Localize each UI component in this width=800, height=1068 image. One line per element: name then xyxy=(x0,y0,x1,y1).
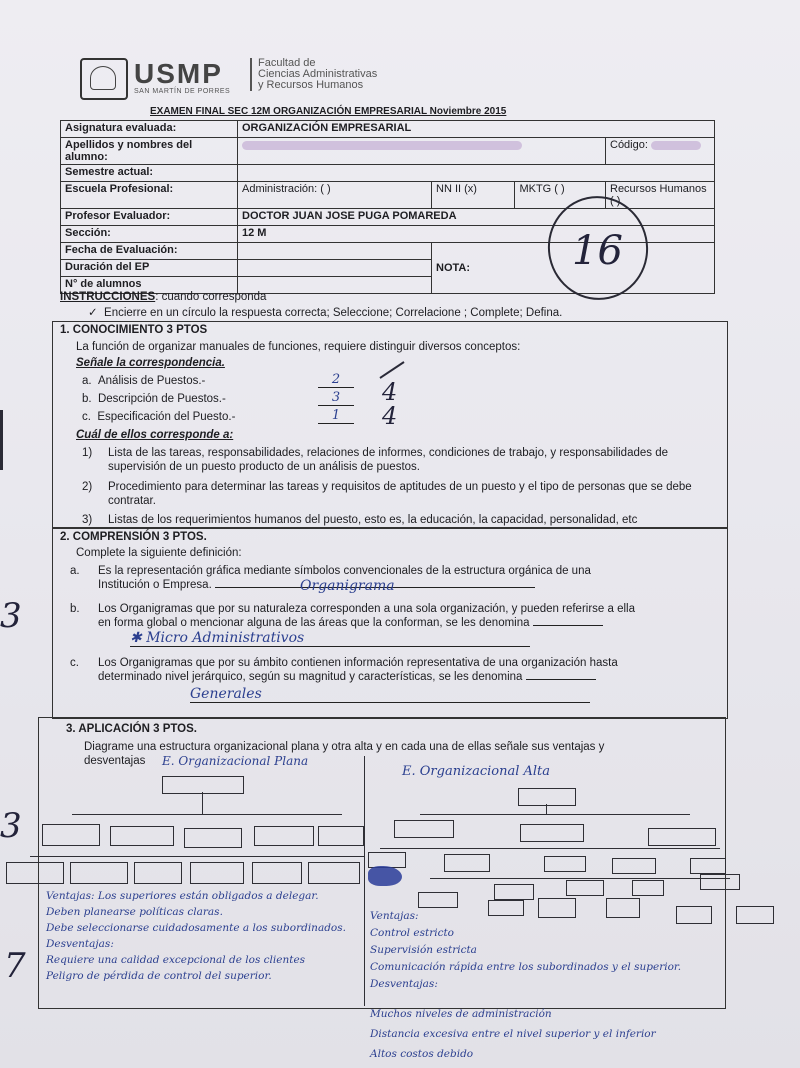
match-item-b: b. Descripción de Puestos.- xyxy=(82,393,226,405)
ink-blot xyxy=(368,866,402,886)
subject-value: ORGANIZACIÓN EMPRESARIAL xyxy=(238,121,715,138)
definition-option-2: 2) Procedimiento para determinar las tareas y requisitos de aptitudes de un puesto y el tipo de personas que se debe contratar. xyxy=(82,481,692,507)
faculty-name: Facultad de Ciencias Administrativas y Recursos Humanos xyxy=(250,58,377,91)
tall-structure-notes: Ventajas: Control estricto Supervisión estricta Comunicación rápida entre los subordinados y el superior. Desventajas: xyxy=(370,910,682,990)
grade-value: 16 xyxy=(572,228,623,274)
professor-value: DOCTOR JUAN JOSE PUGA POMAREDA xyxy=(238,209,715,226)
match-answer-a: 2 xyxy=(318,372,354,388)
fill-item-b-text: Los Organigramas que por su naturaleza corresponden a una sola organización, y pueden referirse a ella en forma global o mencionar alguna de las áreas que la conforman, se les denomina xyxy=(98,603,635,629)
subject-label: Asignatura evaluada: xyxy=(61,121,238,138)
match-answer-c: 1 xyxy=(318,408,354,424)
grader-mark-1: 4 xyxy=(382,378,398,406)
section1-intro: La función de organizar manuales de funciones, requiere distinguir diversos conceptos: xyxy=(76,341,521,353)
grader-mark-2: 4 xyxy=(382,402,398,430)
flat-chart-box xyxy=(6,862,64,884)
flat-chart-box xyxy=(110,826,174,846)
flat-chart-box xyxy=(254,826,314,846)
tall-chart-box xyxy=(394,820,454,838)
match-item-a: a. Análisis de Puestos.- xyxy=(82,375,206,387)
fill-answer-a: Organigrama xyxy=(300,578,395,594)
section1-title: 1. CONOCIMIENTO 3 PTOS xyxy=(60,324,208,336)
university-crest-icon xyxy=(80,58,128,100)
fill-item-a-text: Es la representación gráfica mediante símbolos convencionales de la estructura orgánica de una Institución o Empresa. xyxy=(98,565,591,591)
definition-option-3: 3) Listas de los requerimientos humanos del puesto, esto es, la educación, la capacidad, personalidad, etc xyxy=(82,514,638,526)
section1-question: Cuál de ellos corresponde a: xyxy=(76,429,234,441)
flat-chart-box xyxy=(252,862,302,884)
fill-item-c-letter: c. xyxy=(70,657,79,669)
duration-label: Duración del EP xyxy=(61,260,238,277)
university-logo-text: USMP xyxy=(134,58,223,89)
tall-structure-notes-continued: Muchos niveles de administración Distancia excesiva entre el nivel superior y el inferior Altos costos debido xyxy=(370,1008,656,1060)
tall-chart-box xyxy=(520,824,584,842)
fill-item-c-text: Los Organigramas que por su ámbito contienen información representativa de una organización hasta determinado nivel jerárquico, según su magnitud y características, se les denomina xyxy=(98,657,618,683)
section1-subtitle: Señale la correspondencia. xyxy=(76,357,225,369)
fill-answer-c: Generales xyxy=(190,686,590,703)
tall-chart-box xyxy=(690,858,726,874)
students-count-label: N° de alumnos xyxy=(61,277,238,294)
diagram-divider xyxy=(364,756,365,1006)
tall-chart-top-box xyxy=(518,788,576,806)
match-answer-b: 3 xyxy=(318,390,354,406)
instructions-item: ✓ Encierre en un círculo la respuesta correcta; Seleccione; Correlacione ; Complete; Defina. xyxy=(88,307,563,319)
semester-value xyxy=(238,165,715,182)
section3-title: 3. APLICACIÓN 3 PTOS. xyxy=(66,723,197,735)
tall-chart-box xyxy=(648,828,716,846)
flat-chart-box xyxy=(42,824,100,846)
section3-prompt: Diagrame una estructura organizacional plana y otra alta y en cada una de ellas señale sus ventajas y desventajas xyxy=(84,741,605,767)
school-option-nnii: NN II (x) xyxy=(432,182,515,209)
margin-score-total: 7 xyxy=(4,946,26,986)
flat-chart-box xyxy=(134,862,182,884)
school-option-rrhh: Recursos Humanos ( ) xyxy=(606,182,715,209)
flat-chart-top-box xyxy=(162,776,244,794)
duration-value xyxy=(238,260,432,277)
students-count-value xyxy=(238,277,432,294)
date-label: Fecha de Evaluación: xyxy=(61,243,238,260)
flat-chart-box xyxy=(70,862,128,884)
definition-option-1: 1) Lista de las tareas, responsabilidades, relaciones de informes, condiciones de trabajo, y responsabilidades de supervisión de un puesto producto de un análisis de puestos. xyxy=(82,447,669,473)
flat-structure-heading: E. Organizacional Plana xyxy=(162,754,309,768)
flat-chart-box xyxy=(308,862,360,884)
section2-title: 2. COMPRENSIÓN 3 PTOS. xyxy=(60,531,207,543)
student-name-value xyxy=(238,138,606,165)
tall-chart-box xyxy=(494,884,534,900)
margin-score-section3: 3 xyxy=(0,806,22,846)
school-label: Escuela Profesional: xyxy=(61,182,238,209)
margin-score-section2: 3 xyxy=(0,596,22,636)
exam-title: EXAMEN FINAL SEC 12M ORGANIZACIÓN EMPRESARIAL Noviembre 2015 xyxy=(150,106,507,117)
flat-chart-box xyxy=(190,862,244,884)
tall-chart-box xyxy=(700,874,740,890)
section2-intro: Complete la siguiente definición: xyxy=(76,547,242,559)
section-value: 12 M xyxy=(238,226,715,243)
university-logo-subtext: SAN MARTÍN DE PORRES xyxy=(134,88,231,95)
student-name-label: Apellidos y nombres del alumno: xyxy=(61,138,238,165)
professor-label: Profesor Evaluador: xyxy=(61,209,238,226)
section-label: Sección: xyxy=(61,226,238,243)
semester-label: Semestre actual: xyxy=(61,165,238,182)
fill-item-a-letter: a. xyxy=(70,565,80,577)
date-value xyxy=(238,243,432,260)
flat-structure-notes: Ventajas: Los superiores están obligados a delegar. Deben planearse políticas claras. Debe seleccionarse cuidadosamente a los subordinados. Desventajas: Requiere una calidad excepcional de los clientes Peligro de pérdida de control del superior. xyxy=(46,890,346,982)
flat-chart-box xyxy=(318,826,364,846)
fill-item-b-letter: b. xyxy=(70,603,80,615)
margin-stroke xyxy=(0,410,3,470)
grade-label: NOTA: xyxy=(436,262,471,274)
fill-answer-b: ✱ Micro Administrativos xyxy=(130,630,530,647)
tall-chart-box xyxy=(544,856,586,872)
student-code-cell: Código: xyxy=(606,138,715,165)
tall-chart-box xyxy=(566,880,604,896)
instructions-line: INSTRUCCIONES: cuando corresponda xyxy=(60,291,267,303)
match-item-c: c. Especificación del Puesto.- xyxy=(82,411,236,423)
tall-chart-box xyxy=(632,880,664,896)
tall-structure-heading: E. Organizacional Alta xyxy=(402,764,551,779)
school-option-mktg: MKTG ( ) xyxy=(515,182,606,209)
tall-chart-box xyxy=(418,892,458,908)
flat-chart-box xyxy=(184,828,242,848)
tall-chart-box xyxy=(444,854,490,872)
school-option-administracion: Administración: ( ) xyxy=(238,182,432,209)
tall-chart-box xyxy=(612,858,656,874)
